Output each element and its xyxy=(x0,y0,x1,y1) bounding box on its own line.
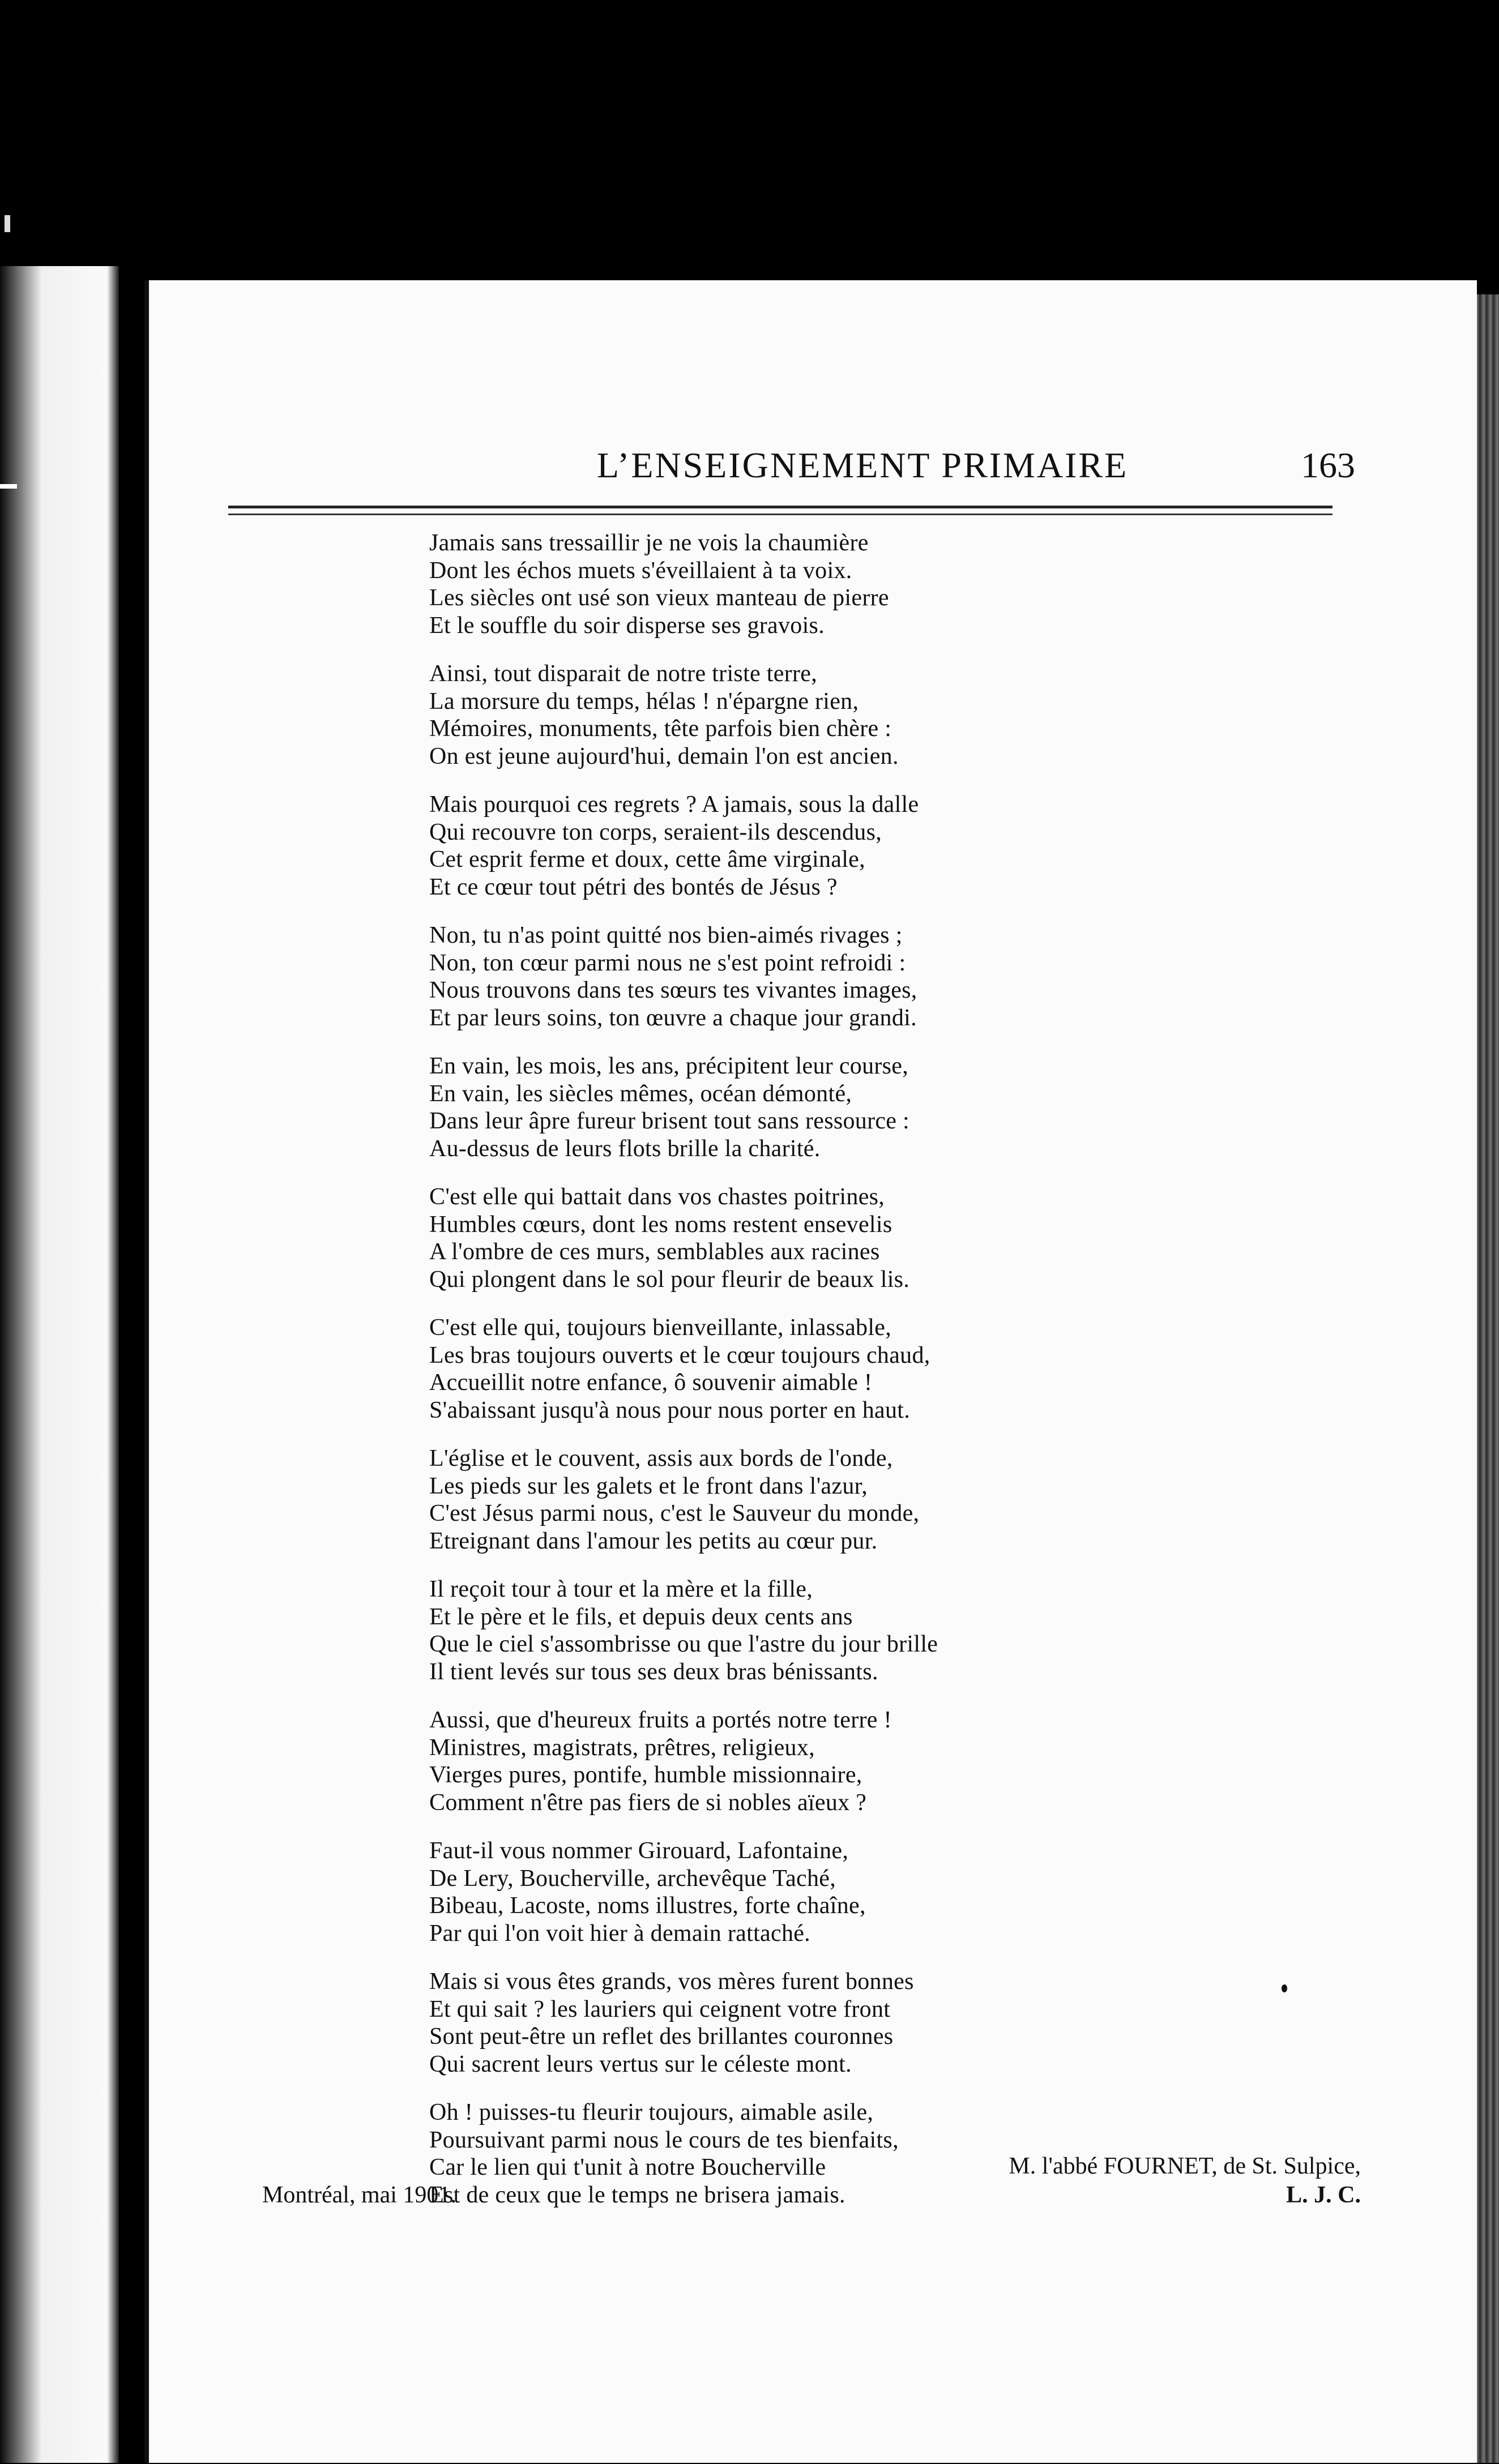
poem-line: Vierges pures, pontife, humble missionnaire, xyxy=(429,1762,862,1788)
poem-line: Et ce cœur tout pétri des bontés de Jésus ? xyxy=(429,874,838,900)
poem-line: En vain, les siècles mêmes, océan démonté, xyxy=(429,1080,852,1107)
poem-line: A l'ombre de ces murs, semblables aux racines xyxy=(429,1239,880,1265)
stanza xyxy=(429,1576,1290,1686)
poem-line: Etreignant dans l'amour les petits au cœur pur. xyxy=(429,1528,878,1554)
page-number: 163 xyxy=(1301,445,1355,485)
poem-line: Et par leurs soins, ton œuvre a chaque jour grandi. xyxy=(429,1004,917,1031)
header-rule xyxy=(228,514,1333,515)
poem-line: Au-dessus de leurs flots brille la charité. xyxy=(429,1135,821,1162)
poem-line: Nous trouvons dans tes sœurs tes vivantes images, xyxy=(429,977,917,1003)
poem-line: Comment n'être pas fiers de si nobles aïeux ? xyxy=(429,1789,867,1816)
poem-line: Oh ! puisses-tu fleurir toujours, aimable asile, xyxy=(429,2099,874,2125)
poem-line: C'est Jésus parmi nous, c'est le Sauveur du monde, xyxy=(429,1500,920,1526)
poem-line: Sont peut-être un reflet des brillantes couronnes xyxy=(429,2024,894,2050)
poem-line: Et le souffle du soir disperse ses gravois. xyxy=(429,612,825,639)
poem-line: Il tient levés sur tous ses deux bras bénissants. xyxy=(429,1658,878,1685)
poem-body xyxy=(429,529,1290,2230)
poem-line: Qui plongent dans le sol pour fleurir de beaux lis. xyxy=(429,1266,910,1293)
poem-line: Qui sacrent leurs vertus sur le céleste mont. xyxy=(429,2051,852,2077)
poem-line: Aussi, que d'heureux fruits a portés notre terre ! xyxy=(429,1707,892,1733)
poem-line: On est jeune aujourd'hui, demain l'on est ancien. xyxy=(429,743,899,769)
stanza xyxy=(429,1968,1290,2078)
poem-line: Les bras toujours ouverts et le cœur toujours chaud, xyxy=(429,1342,930,1368)
scan-artifact xyxy=(5,215,10,232)
poem-line: Dont les échos muets s'éveillaient à ta voix. xyxy=(429,557,852,584)
poem-line: C'est elle qui, toujours bienveillante, inlassable, xyxy=(429,1315,892,1341)
poem-line: Par qui l'on voit hier à demain rattaché. xyxy=(429,1920,810,1947)
poem-line: Mémoires, monuments, tête parfois bien chère : xyxy=(429,716,892,742)
poem-line: L'église et le couvent, assis aux bords de l'onde, xyxy=(429,1445,893,1471)
stanza xyxy=(429,1706,1290,1816)
poem-line: Cet esprit ferme et doux, cette âme virginale, xyxy=(429,846,865,872)
poem-line: Non, tu n'as point quitté nos bien-aimés rivages ; xyxy=(429,922,903,948)
poem-line: Mais pourquoi ces regrets ? A jamais, sous la dalle xyxy=(429,792,919,818)
initials: L. J. C. xyxy=(1286,2182,1361,2208)
stanza xyxy=(429,529,1290,639)
stanza xyxy=(429,660,1290,770)
stanza xyxy=(429,791,1290,901)
adjacent-page-edge xyxy=(0,266,119,2463)
poem-line: En vain, les mois, les ans, précipitent leur course, xyxy=(429,1053,909,1079)
book-page xyxy=(144,280,1477,2463)
poem-line: S'abaissant jusqu'à nous pour nous porter en haut. xyxy=(429,1397,911,1423)
stanza xyxy=(429,1445,1290,1555)
poem-line: Dans leur âpre fureur brisent tout sans ressource : xyxy=(429,1108,910,1134)
poem-line: La morsure du temps, hélas ! n'épargne rien, xyxy=(429,688,859,715)
poem-line: Mais si vous êtes grands, vos mères furent bonnes xyxy=(429,1969,914,1995)
poem-line: Humbles cœurs, dont les noms restent ensevelis xyxy=(429,1211,892,1238)
stanza xyxy=(429,922,1290,1032)
poem-line: Non, ton cœur parmi nous ne s'est point refroidi : xyxy=(429,949,906,976)
ink-speck xyxy=(1282,1984,1287,1992)
running-header-title: L’ENSEIGNEMENT PRIMAIRE xyxy=(596,445,1129,485)
poem-line: Et qui sait ? les lauriers qui ceignent votre front xyxy=(429,1996,891,2022)
stanza xyxy=(429,1053,1290,1162)
author-signature: M. l'abbé FOURNET, de St. Sulpice, xyxy=(1009,2153,1361,2179)
poem-line: Et le père et le fils, et depuis deux cents ans xyxy=(429,1603,853,1630)
stanza xyxy=(429,1314,1290,1424)
poem-line: Il reçoit tour à tour et la mère et la fille, xyxy=(429,1576,813,1602)
poem-line: Les pieds sur les galets et le front dans l'azur, xyxy=(429,1473,868,1499)
poem-line: Ministres, magistrats, prêtres, religieux, xyxy=(429,1734,815,1761)
poem-line: De Lery, Boucherville, archevêque Taché, xyxy=(429,1865,836,1892)
poem-line: Ainsi, tout disparait de notre triste terre, xyxy=(429,661,818,687)
poem-line: Que le ciel s'assombrisse ou que l'astre du jour brille xyxy=(429,1631,938,1657)
poem-line: Qui recouvre ton corps, seraient-ils descendus, xyxy=(429,819,882,845)
poem-line: Bibeau, Lacoste, noms illustres, forte chaîne, xyxy=(429,1893,866,1919)
poem-line: Jamais sans tressaillir je ne vois la chaumière xyxy=(429,530,869,556)
scan-artifact xyxy=(0,484,17,489)
poem-line: Est de ceux que le temps ne brisera jamais. xyxy=(429,2181,845,2208)
poem-line: Les siècles ont usé son vieux manteau de pierre xyxy=(429,585,889,611)
stanza xyxy=(429,1837,1290,1947)
stanza xyxy=(429,1183,1290,1293)
place-date: Montréal, mai 1901. xyxy=(262,2182,456,2208)
header-rule xyxy=(228,506,1333,508)
poem-line: Poursuivant parmi nous le cours de tes bienfaits, xyxy=(429,2127,899,2153)
poem-line: C'est elle qui battait dans vos chastes poitrines, xyxy=(429,1184,885,1210)
poem-line: Car le lien qui t'unit à notre Boucherville xyxy=(429,2154,826,2180)
poem-line: Accueillit notre enfance, ô souvenir aimable ! xyxy=(429,1370,873,1396)
poem-line: Faut-il vous nommer Girouard, Lafontaine, xyxy=(429,1838,849,1864)
